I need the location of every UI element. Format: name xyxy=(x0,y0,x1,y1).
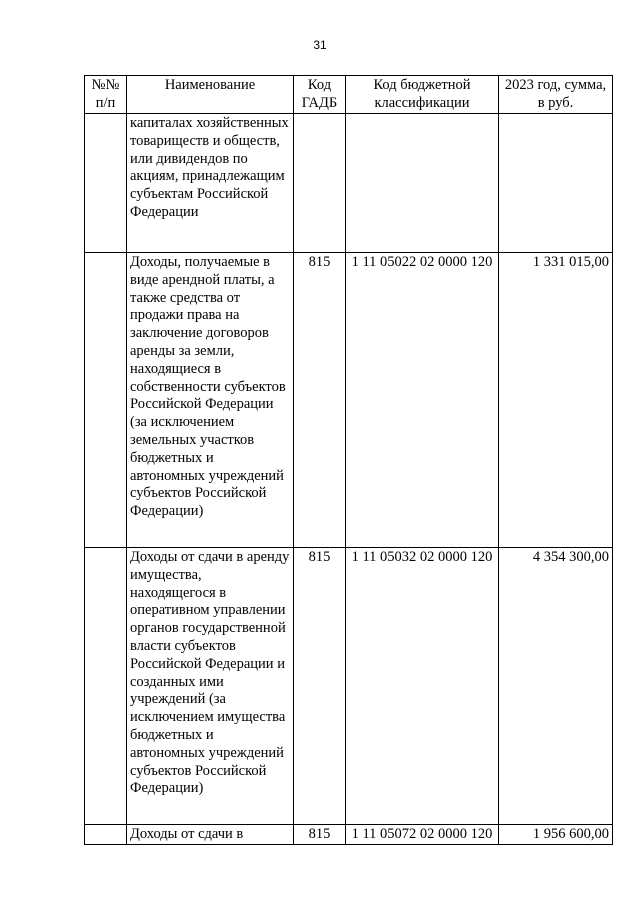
cell-name: Доходы от сдачи в аренду имущества, находящегося в оперативном управлении органов государственной власти субъектов Российской Федерации и созданных ими учреждений (за исключением имущества бюджетных и автономных учреждений субъектов Российской Федерации) xyxy=(127,548,294,825)
cell-gadb-code: 815 xyxy=(294,825,346,845)
header-number: №№ п/п xyxy=(85,76,127,114)
cell-number xyxy=(85,548,127,825)
header-gadb-code: Код ГАДБ xyxy=(294,76,346,114)
cell-gadb-code: 815 xyxy=(294,548,346,825)
cell-sum xyxy=(499,114,613,253)
cell-sum: 1 956 600,00 xyxy=(499,825,613,845)
cell-budget-classification-code: 1 11 05032 02 0000 120 xyxy=(346,548,499,825)
cell-name: Доходы от сдачи в xyxy=(127,825,294,845)
table-row xyxy=(85,825,613,845)
table-row xyxy=(85,548,613,825)
cell-name: капиталах хозяйственных товариществ и обществ, или дивидендов по акциям, принадлежащим субъектам Российской Федерации xyxy=(127,114,294,253)
header-name: Наименование xyxy=(127,76,294,114)
cell-number xyxy=(85,253,127,548)
cell-gadb-code xyxy=(294,114,346,253)
cell-number xyxy=(85,825,127,845)
page-number: 31 xyxy=(313,38,327,52)
table-header-row xyxy=(85,76,613,114)
cell-number xyxy=(85,114,127,253)
cell-budget-classification-code xyxy=(346,114,499,253)
header-budget-classification-code: Код бюджетной классификации xyxy=(346,76,499,114)
cell-gadb-code: 815 xyxy=(294,253,346,548)
cell-sum: 4 354 300,00 xyxy=(499,548,613,825)
cell-name: Доходы, получаемые в виде арендной платы, а также средства от продажи права на заключение договоров аренды за земли, находящиеся в собственности субъектов Российской Федерации (за исключением земельных участков бюджетных и автономных учреждений субъектов Российской Федерации) xyxy=(127,253,294,548)
cell-budget-classification-code: 1 11 05022 02 0000 120 xyxy=(346,253,499,548)
cell-budget-classification-code: 1 11 05072 02 0000 120 xyxy=(346,825,499,845)
header-sum-2023: 2023 год, сумма, в руб. xyxy=(499,76,613,114)
cell-sum: 1 331 015,00 xyxy=(499,253,613,548)
budget-revenue-table xyxy=(84,75,613,845)
table-row xyxy=(85,114,613,253)
table-row xyxy=(85,253,613,548)
